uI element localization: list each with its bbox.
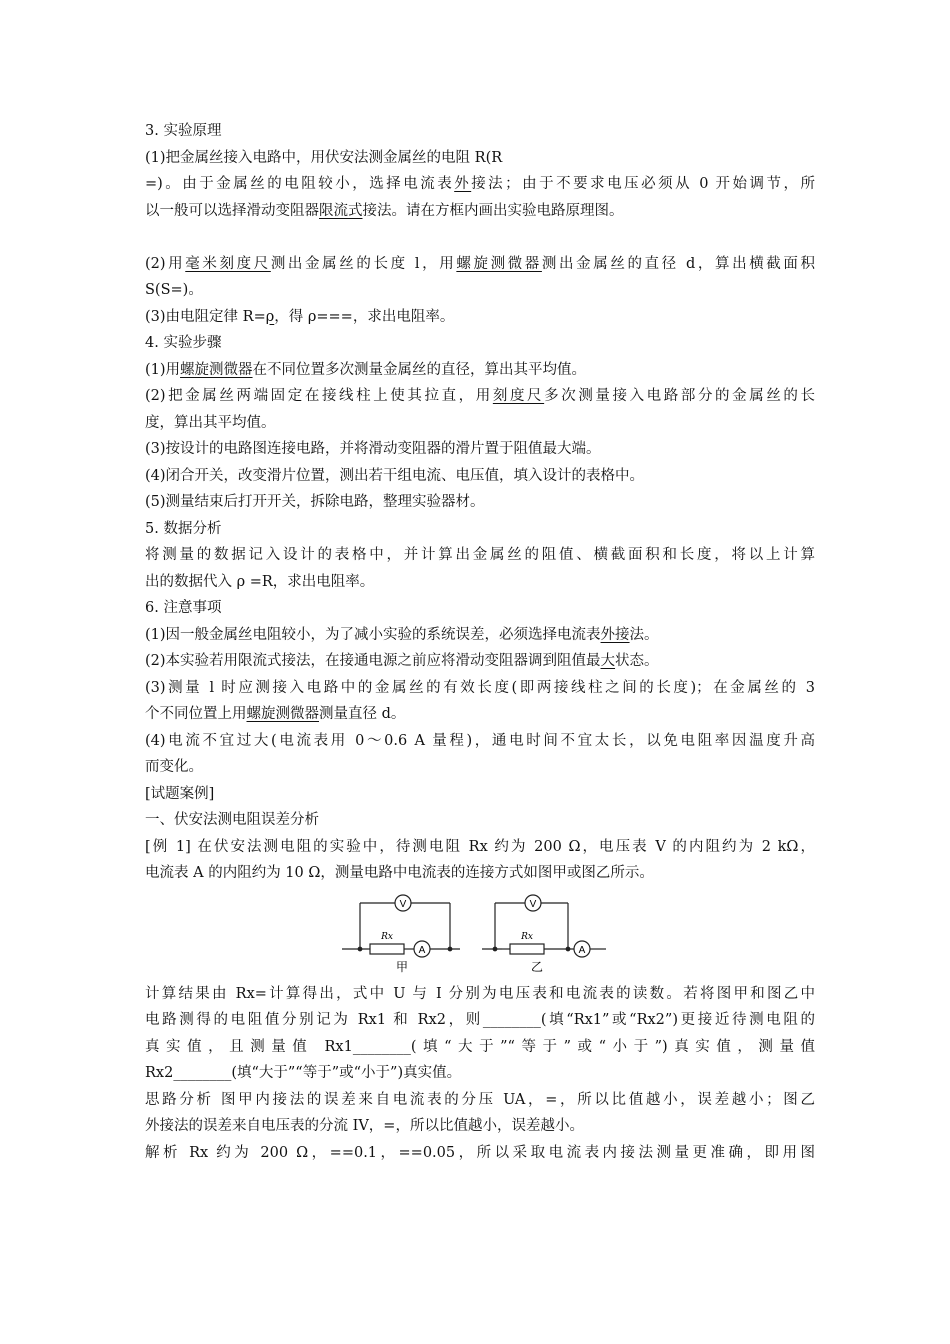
text-line: (1)因一般金属丝电阻较小，为了减小实验的系统误差，必须选择电流表外接法。 <box>145 626 659 643</box>
text-line: (3)按设计的电路图连接电路，并将滑动变阻器的滑片置于阻值最大端。 <box>145 441 601 457</box>
question-text-line: 真实值，且测量值 Rx1________(填“大于”“等于”或“小于”)真实值，测量值 <box>145 1038 815 1055</box>
document-page <box>145 118 815 1166</box>
text-line: (2)用毫米刻度尺测出金属丝的长度 l，用螺旋测微器测出金属丝的直径 d，算出横截面积 <box>145 255 816 272</box>
section-heading-steps: 4. 实验步骤 <box>145 335 222 351</box>
figure-caption-left: 甲 <box>395 959 409 974</box>
text-line: S(S=)。 <box>145 282 203 298</box>
blank-box-space <box>145 224 815 251</box>
voltmeter-label: V <box>399 898 407 910</box>
example-text-line: [例 1] 在伏安法测电阻的实验中，待测电阻 Rx 约为 200 Ω，电压表 V 的内阻约为 2 kΩ， <box>145 838 815 855</box>
figure-caption-right: 乙 <box>530 959 544 974</box>
text-line: (1)把金属丝接入电路中，用伏安法测金属丝的电阻 R(R <box>145 149 503 166</box>
text-line: 出的数据代入 ρ =R，求出电阻率。 <box>145 573 375 590</box>
text-line: 将测量的数据记入设计的表格中，并计算出金属丝的阻值、横截面积和长度，将以上计算 <box>145 547 815 563</box>
text-line: 以一般可以选择滑动变阻器限流式接法。请在方框内画出实验电路原理图。 <box>145 202 624 219</box>
circuit-figure <box>145 889 815 981</box>
text-line: (3)测量 l 时应测接入电路中的金属丝的有效长度(即两接线柱之间的长度)；在金属丝的 3 <box>145 679 815 696</box>
text-line: (2)本实验若用限流式接法，在接通电源之前应将滑动变阻器调到阻值最大状态。 <box>145 653 659 669</box>
resistor-icon <box>510 944 544 954</box>
text-line: (5)测量结束后打开开关，拆除电路，整理实验器材。 <box>145 494 485 510</box>
text-line: 而变化。 <box>145 759 203 775</box>
circuit-right <box>482 895 606 957</box>
section-heading-principle: 3. 实验原理 <box>145 123 222 139</box>
voltmeter-label: V <box>529 898 537 910</box>
text-line: (2)把金属丝两端固定在接线柱上使其拉直，用刻度尺多次测量接入电路部分的金属丝的长 <box>145 388 816 404</box>
text-line: (4)电流不宜过大(电流表用 0～0.6 A 量程)，通电时间不宜太长，以免电阻率因温度升高 <box>145 732 815 749</box>
resistor-icon <box>370 944 404 954</box>
subsection-heading: 一、伏安法测电阻误差分析 <box>145 812 319 828</box>
question-text-line: 计算结果由 Rx=计算得出，式中 U 与 I 分别为电压表和电流表的读数。若将图甲和图乙中 <box>145 985 815 1002</box>
ammeter-label: A <box>578 944 586 956</box>
example-text-line: 电流表 A 的内阻约为 10 Ω，测量电路中电流表的连接方式如图甲或图乙所示。 <box>145 865 654 881</box>
circuit-diagrams <box>340 889 610 981</box>
text-line: (1)用螺旋测微器在不同位置多次测量金属丝的直径，算出其平均值。 <box>145 361 587 378</box>
section-heading-notes: 6. 注意事项 <box>145 600 222 616</box>
text-line: 个不同位置上用螺旋测微器测量直径 d。 <box>145 706 406 722</box>
text-line: =)。由于金属丝的电阻较小，选择电流表外接法；由于不要求电压必须从 0 开始调节，所 <box>145 176 815 192</box>
analysis-text-line: 外接法的误差来自电压表的分流 IV，=，所以比值越小，误差越小。 <box>145 1118 584 1134</box>
section-heading-analysis: 5. 数据分析 <box>145 520 222 537</box>
question-text-line: Rx2________(填“大于”“等于”或“小于”)真实值。 <box>145 1065 462 1081</box>
solution-text-line: 解析 Rx 约为 200 Ω，==0.1，==0.05，所以采取电流表内接法测量更准确，即用图 <box>145 1144 815 1161</box>
question-text-line: 电路测得的电阻值分别记为 Rx1 和 Rx2，则________(填“Rx1”或“Rx2”)更接近待测电阻的 <box>145 1012 815 1028</box>
ammeter-label: A <box>418 944 426 956</box>
examples-heading: [试题案例] <box>145 785 215 802</box>
text-line: (4)闭合开关，改变滑片位置，测出若干组电流、电压值，填入设计的表格中。 <box>145 467 645 484</box>
text-line: 度，算出其平均值。 <box>145 414 276 431</box>
analysis-text-line: 思路分析 图甲内接法的误差来自电流表的分压 UA，=，所以比值越小，误差越小；图乙 <box>145 1091 815 1108</box>
resistor-label: Rx <box>381 931 393 942</box>
resistor-label: Rx <box>521 931 533 942</box>
text-line: (3)由电阻定律 R=ρ，得 ρ===，求出电阻率。 <box>145 308 455 325</box>
